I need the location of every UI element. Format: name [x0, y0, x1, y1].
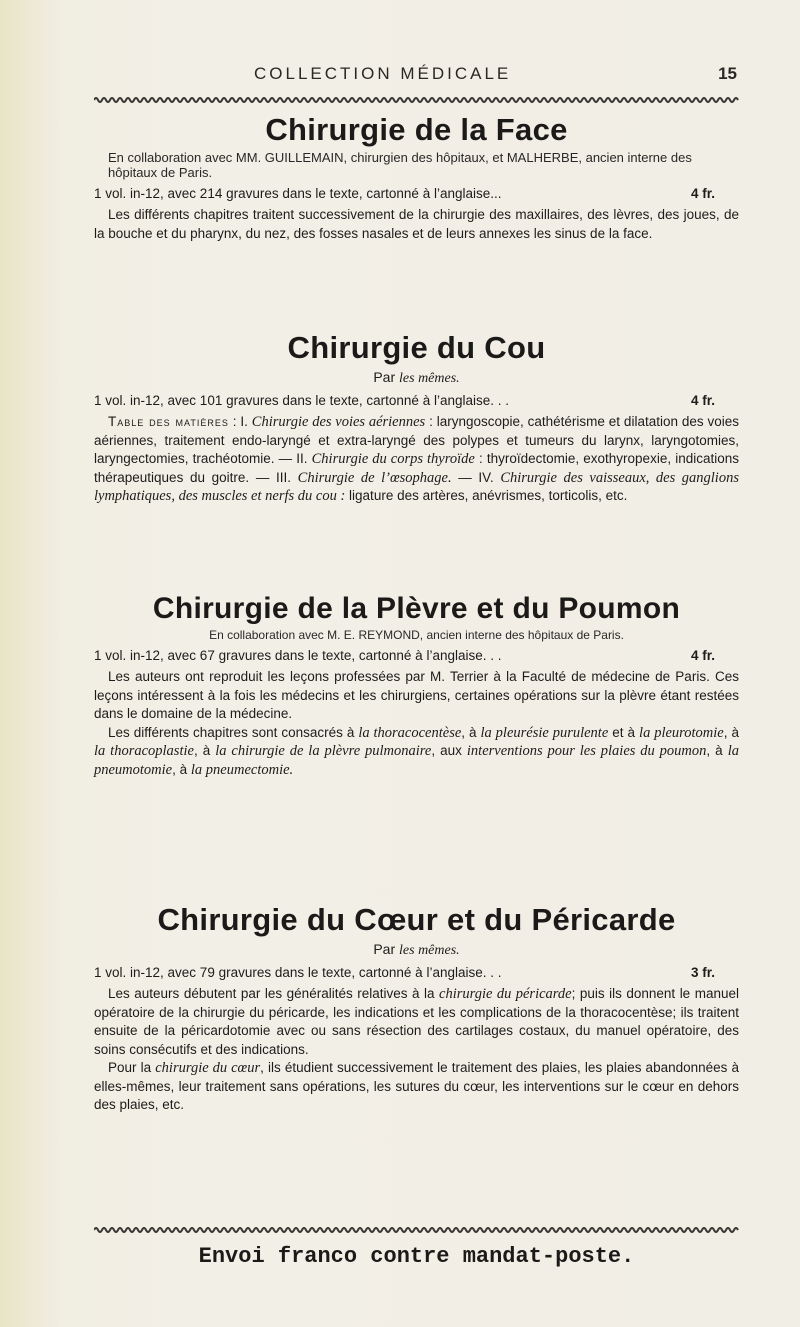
desc-topic: la pleurotomie	[639, 724, 724, 741]
section-heading: Chirurgie du Cou	[287, 330, 546, 365]
wavy-rule-bottom	[94, 1226, 739, 1234]
section-plevre	[94, 592, 739, 779]
toc-text: ligature des artères, anévrismes, torticolis, etc.	[345, 488, 628, 503]
desc-text: , à	[723, 724, 739, 740]
toc-text: : thyroïdectomie, exothyropexie, indications thérapeutiques du goitre. — III.	[94, 451, 739, 485]
desc-text: , à	[193, 743, 216, 758]
desc-topic: la chirurgie de la plèvre pulmonaire	[215, 743, 432, 759]
section-coeur	[94, 902, 739, 1115]
price: 3 fr.	[690, 965, 715, 980]
toc-chapter: Chirurgie du corps thyroïde	[311, 451, 475, 467]
toc-text: : I.	[232, 414, 252, 429]
desc-topic: la pleurésie purulente	[480, 724, 609, 741]
section-description-2	[94, 724, 739, 780]
page-number: 15	[718, 64, 737, 83]
volume-description: 1 vol. in-12, avec 101 gravures dans le texte, cartonné à l’anglaise. . .	[94, 393, 509, 408]
author-line	[94, 941, 739, 959]
toc-label: Table des matières	[108, 414, 229, 429]
desc-text: , aux	[431, 743, 467, 758]
desc-text: , à	[706, 743, 728, 758]
section-heading: Chirurgie de la Face	[265, 112, 568, 147]
desc-topic: la pneumotomie	[94, 743, 739, 778]
volume-description: 1 vol. in-12, avec 67 gravures dans le texte, cartonné à l’anglaise. . .	[94, 648, 502, 663]
toc-chapter: Chirurgie des vaisseaux, des ganglions lymphatiques, des muscles et nerfs du cou :	[94, 469, 739, 504]
wavy-rule-top	[94, 96, 739, 104]
section-description: Les différents chapitres traitent successivement de la chirurgie des maxillaires, des lèvres, des joues, de la bouche et du pharynx, du nez, des fosses nasales et de leurs annexes les sinus de la face.	[94, 207, 739, 241]
collaboration-line: En collaboration avec MM. GUILLEMAIN, chirurgien des hôpitaux, et MALHERBE, ancien interne des hôpitaux de Paris.	[108, 150, 692, 180]
section-description	[94, 985, 739, 1059]
toc-text: — IV.	[451, 469, 501, 485]
section-heading: Chirurgie de la Plèvre et du Poumon	[152, 592, 681, 625]
desc-text: , ils étudient successivement le traitement des plaies, les plaies abandonnées à elles-mêmes, leur traitement sans opérations, les sutures du cœur, les interventions sur le cœur en dehors des plaies, etc.	[94, 1060, 739, 1112]
section-description: Les auteurs ont reproduit les leçons professées par M. Terrier à la Faculté de médecine de Paris. Ces leçons intéressent à la fois les médecins et les chirurgiens, certaines opérations sur la plèvre étant restées dans le domaine de la médecine.	[94, 669, 739, 721]
toc-chapter: Chirurgie de l’œsophage.	[297, 469, 452, 486]
desc-text: Les auteurs débutent par les généralités relatives à la	[108, 986, 440, 1001]
desc-text: Pour la	[108, 1060, 156, 1075]
shipping-notice: Envoi franco contre mandat-poste.	[198, 1244, 635, 1269]
table-of-contents	[94, 413, 739, 506]
desc-text: , à	[172, 761, 191, 777]
section-description-2	[94, 1059, 739, 1115]
section-cou	[94, 330, 739, 506]
section-heading: Chirurgie du Cœur et du Péricarde	[157, 902, 676, 937]
price: 4 fr.	[690, 648, 715, 663]
volume-line	[94, 648, 739, 663]
desc-topic: chirurgie du cœur	[155, 1060, 261, 1076]
desc-text: et à	[608, 724, 640, 740]
toc-chapter: Chirurgie des voies aériennes	[251, 414, 426, 430]
desc-text: ; puis ils donnent le manuel opératoire de la chirurgie du péricarde, les indications et les complications de la thoracocentèse; ils traitent ensuite de la péricardotomie avec ou sans résection des cartilages costaux, du manuel opératoire, des soins consécutifs et des indications.	[94, 986, 739, 1057]
volume-line	[94, 393, 739, 408]
desc-topic: la thoracocentèse	[358, 724, 462, 741]
section-face	[94, 112, 739, 243]
author-italic: les mêmes.	[399, 943, 460, 958]
author-par: Par	[373, 941, 396, 957]
desc-text: Les différents chapitres sont consacrés à	[108, 724, 359, 740]
desc-topic: interventions pour les plaies du poumon	[466, 743, 707, 759]
volume-line	[94, 965, 739, 980]
author-italic: les mêmes.	[399, 371, 460, 386]
author-line	[94, 369, 739, 387]
desc-text: , à	[461, 724, 481, 740]
collaboration-line: En collaboration avec M. E. REYMOND, ancien interne des hôpitaux de Paris.	[209, 628, 624, 642]
volume-description: 1 vol. in-12, avec 214 gravures dans le texte, cartonné à l’anglaise...	[94, 186, 502, 201]
running-head	[94, 64, 739, 88]
desc-topic: la pneumectomie.	[190, 761, 294, 778]
volume-description: 1 vol. in-12, avec 79 gravures dans le texte, cartonné à l’anglaise. . .	[94, 965, 502, 980]
price: 4 fr.	[690, 186, 715, 201]
volume-line	[94, 186, 739, 201]
author-par: Par	[373, 369, 396, 385]
desc-topic: chirurgie du péricarde	[439, 986, 572, 1002]
toc-text: : laryngoscopie, cathétérisme et dilatation des voies aériennes, traitement endo-laryngé et extra-laryngé des polypes et tumeurs du larynx, laryngotomies, laryngectomies, trachéotomie. — II.	[94, 414, 740, 466]
desc-topic: la thoracoplastie	[94, 743, 194, 759]
price: 4 fr.	[690, 393, 715, 408]
collection-title: COLLECTION MÉDICALE	[254, 64, 512, 83]
